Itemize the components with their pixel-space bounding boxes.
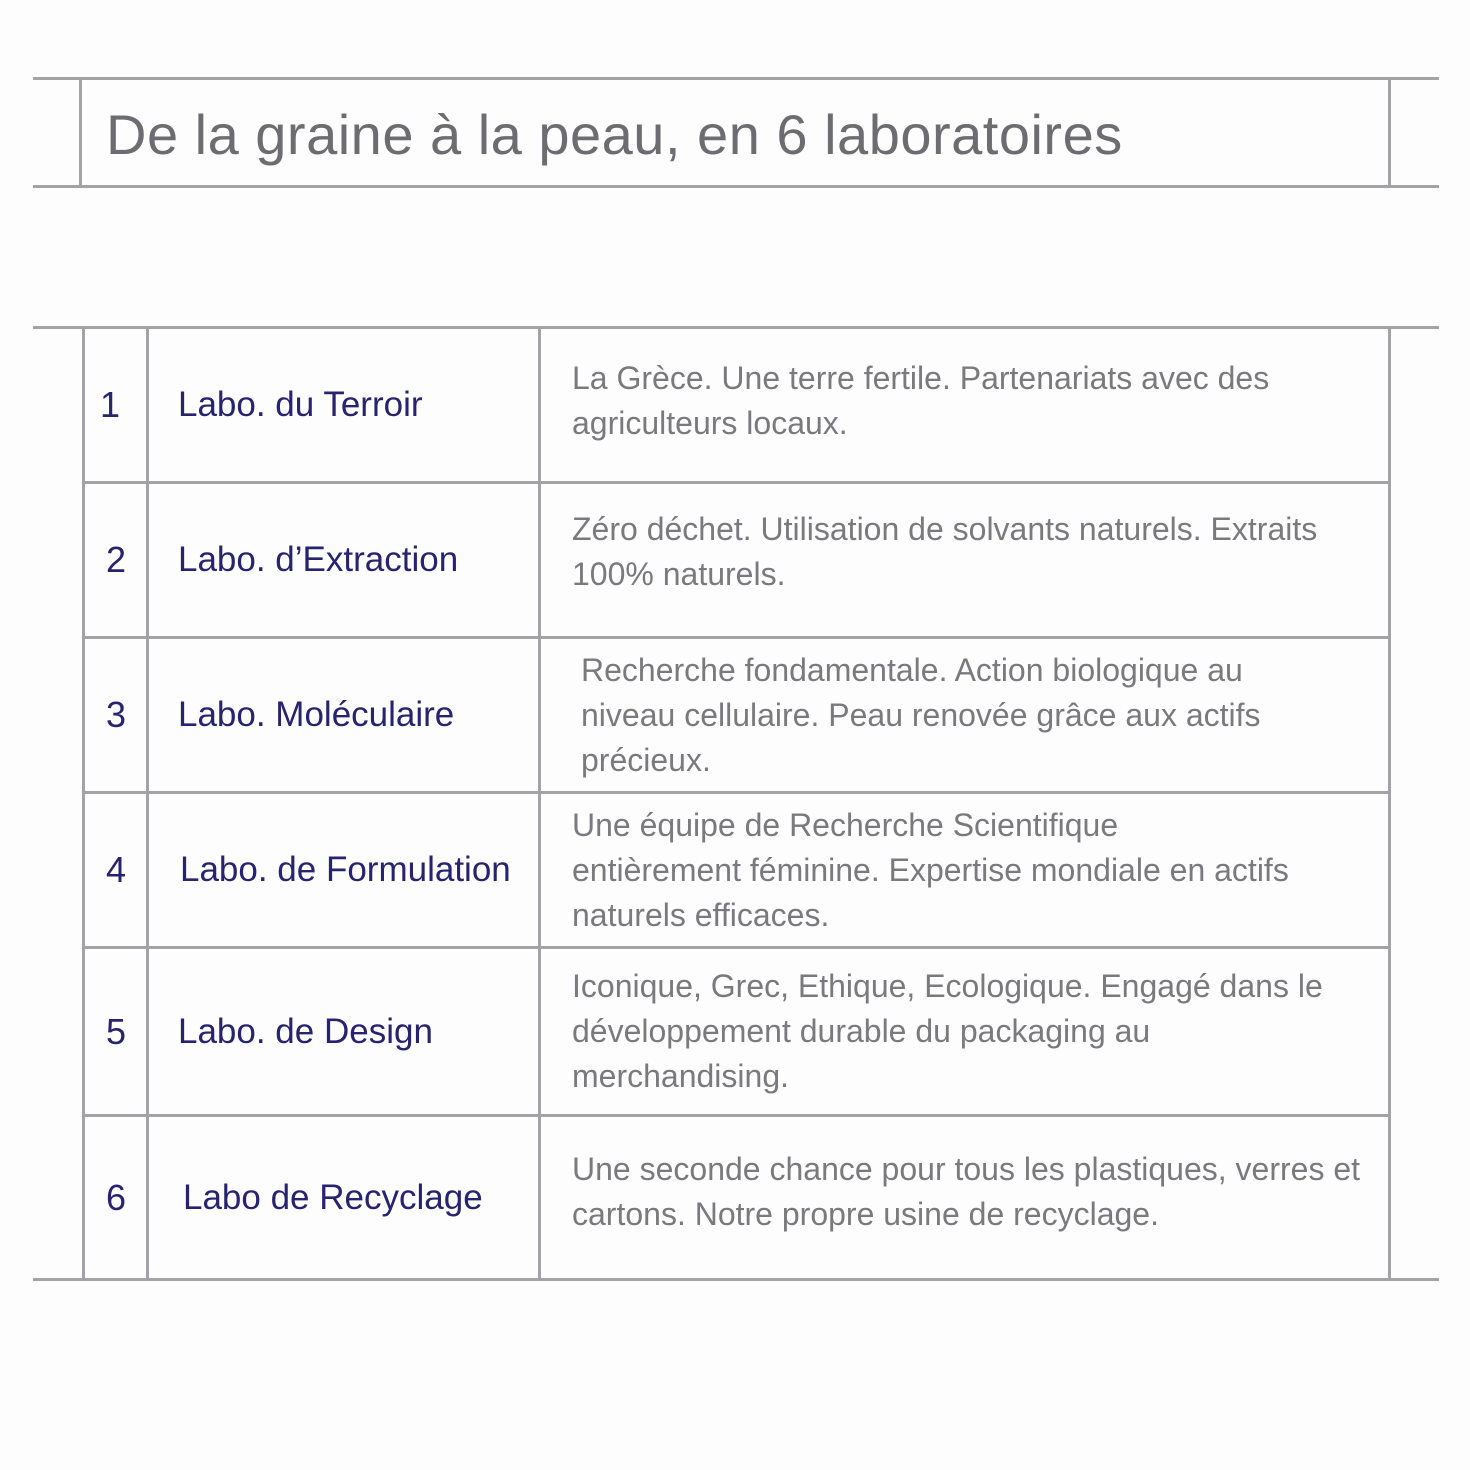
title-left-rule bbox=[79, 79, 82, 187]
title-right-rule bbox=[1388, 79, 1391, 187]
page-title: De la graine à la peau, en 6 laboratoires bbox=[106, 103, 1123, 166]
row-number: 4 bbox=[105, 849, 127, 890]
title-top-rule bbox=[33, 77, 1439, 80]
lab-description: Zéro déchet. Utilisation de solvants naturels. Extraits 100% naturels. bbox=[572, 511, 1318, 592]
lab-name: Labo. d’Extraction bbox=[178, 540, 459, 579]
lab-description: Iconique, Grec, Ethique, Ecologique. Engagé dans le développement durable du packaging au merchandising. bbox=[572, 968, 1323, 1094]
row-number: 6 bbox=[105, 1176, 127, 1218]
table-right-rule bbox=[1388, 328, 1391, 1280]
lab-name: Labo. de Formulation bbox=[180, 850, 511, 889]
lab-name: Labo. de Design bbox=[178, 1011, 433, 1051]
lab-name: Labo. Moléculaire bbox=[178, 695, 455, 734]
row-number: 2 bbox=[105, 539, 127, 580]
row-number: 1 bbox=[99, 384, 121, 425]
lab-description: Recherche fondamentale. Action biologique au niveau cellulaire. Peau renovée grâce aux actifs précieux. bbox=[581, 651, 1261, 778]
lab-name: Labo. du Terroir bbox=[178, 385, 423, 424]
row-number: 5 bbox=[105, 1010, 127, 1052]
row-number: 3 bbox=[105, 694, 127, 735]
lab-name: Labo de Recyclage bbox=[183, 1177, 483, 1217]
title-bottom-rule bbox=[33, 185, 1439, 188]
lab-description: Une seconde chance pour tous les plastiques, verres et cartons. Notre propre usine de recyclage. bbox=[572, 1150, 1361, 1232]
lab-description: Une équipe de Recherche Scientifique entièrement féminine. Expertise mondiale en actifs naturels efficaces. bbox=[572, 806, 1289, 933]
table-bottom-rule bbox=[33, 1278, 1439, 1281]
lab-description: La Grèce. Une terre fertile. Partenariats avec des agriculteurs locaux. bbox=[572, 360, 1270, 441]
